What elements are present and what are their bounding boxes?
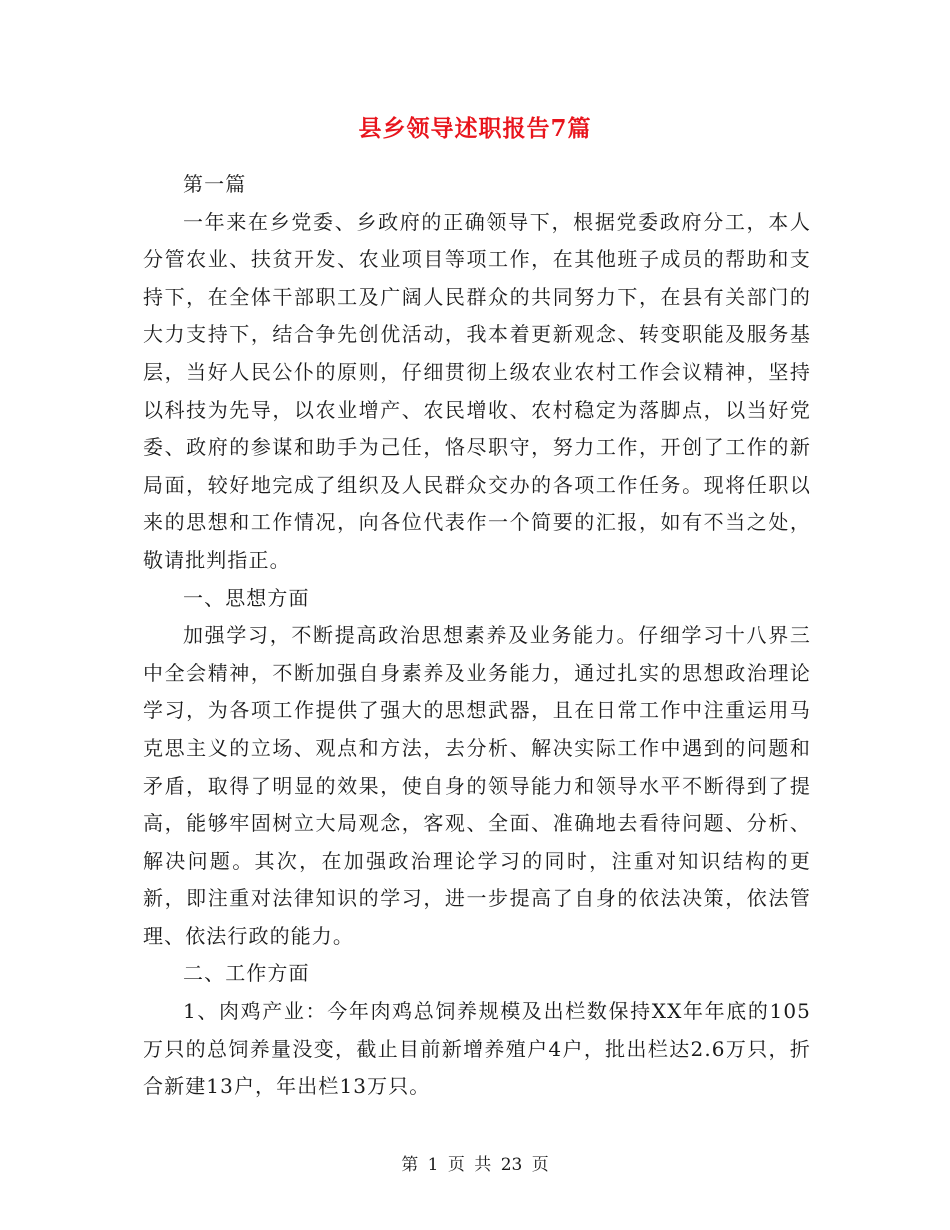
document-title: 县乡领导述职报告7篇 [358,115,592,142]
section-heading-ideology: 一、思想方面 [183,585,310,610]
broiler-industry-paragraph: 1、肉鸡产业：今年肉鸡总饲养规模及出栏数保持XX年年底的105万只的总饲养量没变，截止目前新增养殖户4户，批出栏达2.6万只，折合新建13户，年出栏13万只。 [143,999,811,1099]
page-number-footer: 第 1 页 共 23 页 [401,1155,549,1175]
document-body [143,166,811,1106]
section-heading-first: 第一篇 [183,172,247,196]
ideology-paragraph: 加强学习，不断提高政治思想素养及业务能力。仔细学习十八界三中全会精神，不断加强自身素养及业务能力，通过扎实的思想政治理论学习，为各项工作提供了强大的思想武器，且在日常工作中注重运用马克思主义的立场、观点和方法，去分析、解决实际工作中遇到的问题和矛盾，取得了明显的效果，使自身的领导能力和领导水平不断得到了提高，能够牢固树立大局观念，客观、全面、准确地去看待问题、分析、解决问题。其次，在加强政治理论学习的同时，注重对知识结构的更新，即注重对法律知识的学习，进一步提高了自身的依法决策，依法管理、依法行政的能力。 [143,623,811,948]
section-heading-work: 二、工作方面 [183,961,310,986]
intro-paragraph: 一年来在乡党委、乡政府的正确领导下，根据党委政府分工，本人分管农业、扶贫开发、农业项目等项工作，在其他班子成员的帮助和支持下，在全体干部职工及广阔人民群众的共同努力下，在县有关部门的大力支持下，结合争先创优活动，我本着更新观念、转变职能及服务基层，当好人民公仆的原则，仔细贯彻上级农业农村工作会议精神，坚持以科技为先导，以农业增产、农民增收、农村稳定为落脚点，以当好党委、政府的参谋和助手为己任，恪尽职守，努力工作，开创了工作的新局面，较好地完成了组织及人民群众交办的各项工作任务。现将任职以来的思想和工作情况，向各位代表作一个简要的汇报，如有不当之处，敬请批判指正。 [143,209,811,572]
